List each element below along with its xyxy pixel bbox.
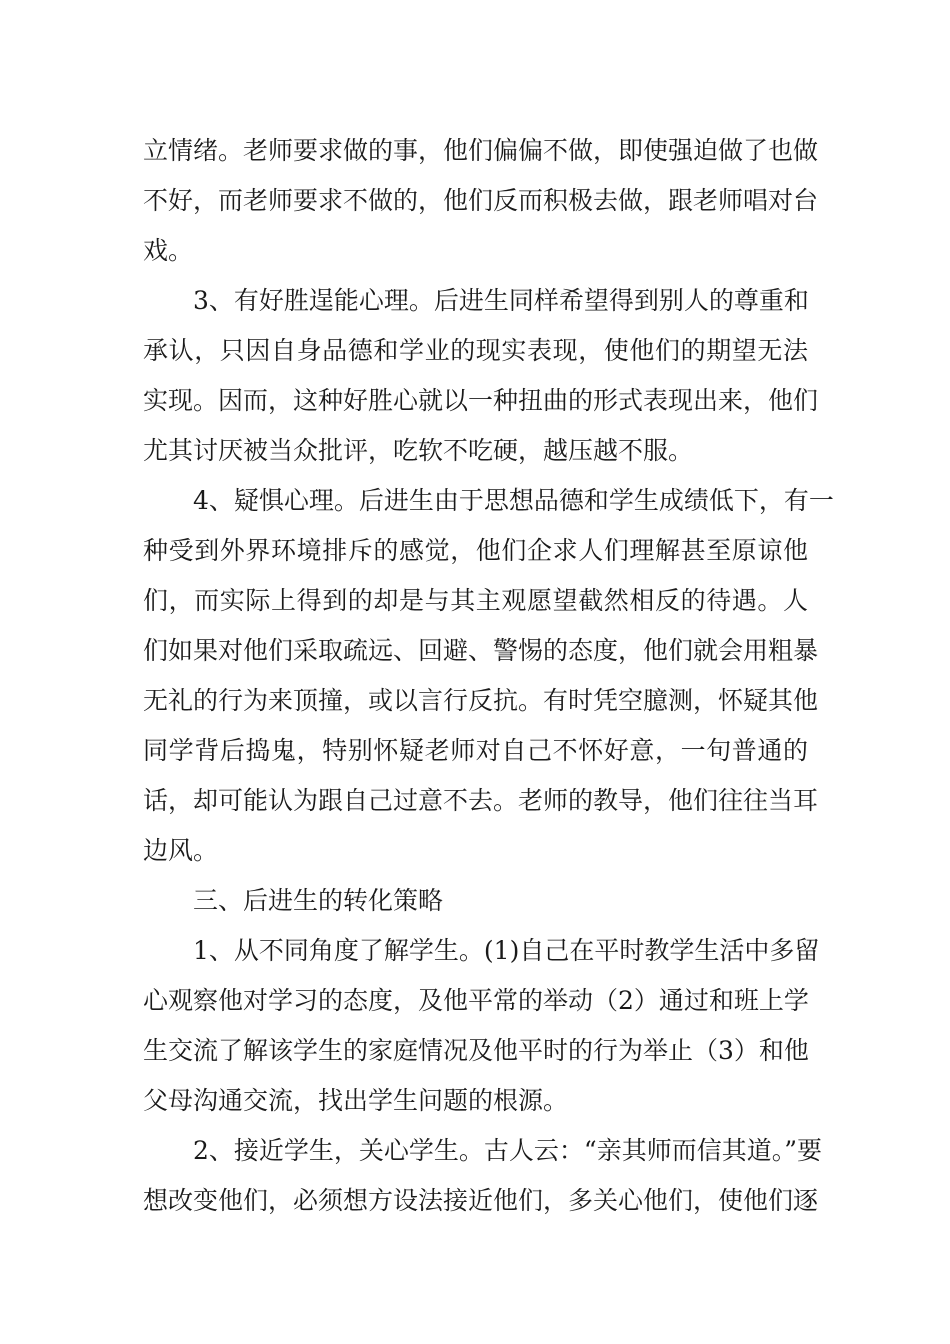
text-line: 想改变他们，必须想方设法接近他们，多关心他们，使他们逐 [143,1186,819,1215]
section-heading: 三、后进生的转化策略 [193,886,444,915]
text-line: 边风。 [143,836,219,865]
text-line: 同学背后捣鬼，特别怀疑老师对自己不怀好意，一句普通的 [143,736,808,765]
text-line: 心观察他对学习的态度，及他平常的举动（2）通过和班上学 [143,986,809,1015]
text-line: 尤其讨厌被当众批评，吃软不吃硬，越压越不服。 [143,436,694,465]
text-line: 立情绪。老师要求做的事，他们偏偏不做，即使强迫做了也做 [143,136,819,165]
text-line: 们如果对他们采取疏远、回避、警惕的态度，他们就会用粗暴 [143,636,819,665]
paragraph-first-line: 2、接近学生，关心学生。古人云：“亲其师而信其道。”要 [193,1136,822,1165]
text-line: 实现。因而，这种好胜心就以一种扭曲的形式表现出来，他们 [143,386,819,415]
text-line: 种受到外界环境排斥的感觉，他们企求人们理解甚至原谅他 [143,536,808,565]
text-line: 不好，而老师要求不做的，他们反而积极去做，跟老师唱对台 [143,186,819,215]
text-line: 生交流了解该学生的家庭情况及他平时的行为举止（3）和他 [143,1036,809,1065]
text-line: 无礼的行为来顶撞，或以言行反抗。有时凭空臆测，怀疑其他 [143,686,819,715]
text-line: 话，却可能认为跟自己过意不去。老师的教导，他们往往当耳 [143,786,819,815]
text-line: 戏。 [143,236,194,265]
text-line: 承认，只因自身品德和学业的现实表现，使他们的期望无法 [143,336,808,365]
text-line: 们，而实际上得到的却是与其主观愿望截然相反的待遇。人 [143,586,808,615]
text-line: 父母沟通交流，找出学生问题的根源。 [143,1086,569,1115]
paragraph-first-line: 4、疑惧心理。后进生由于思想品德和学生成绩低下，有一 [193,486,834,515]
paragraph-first-line: 3、有好胜逞能心理。后进生同样希望得到别人的尊重和 [193,286,809,315]
paragraph-first-line: 1、从不同角度了解学生。(1)自己在平时教学生活中多留 [193,936,820,965]
